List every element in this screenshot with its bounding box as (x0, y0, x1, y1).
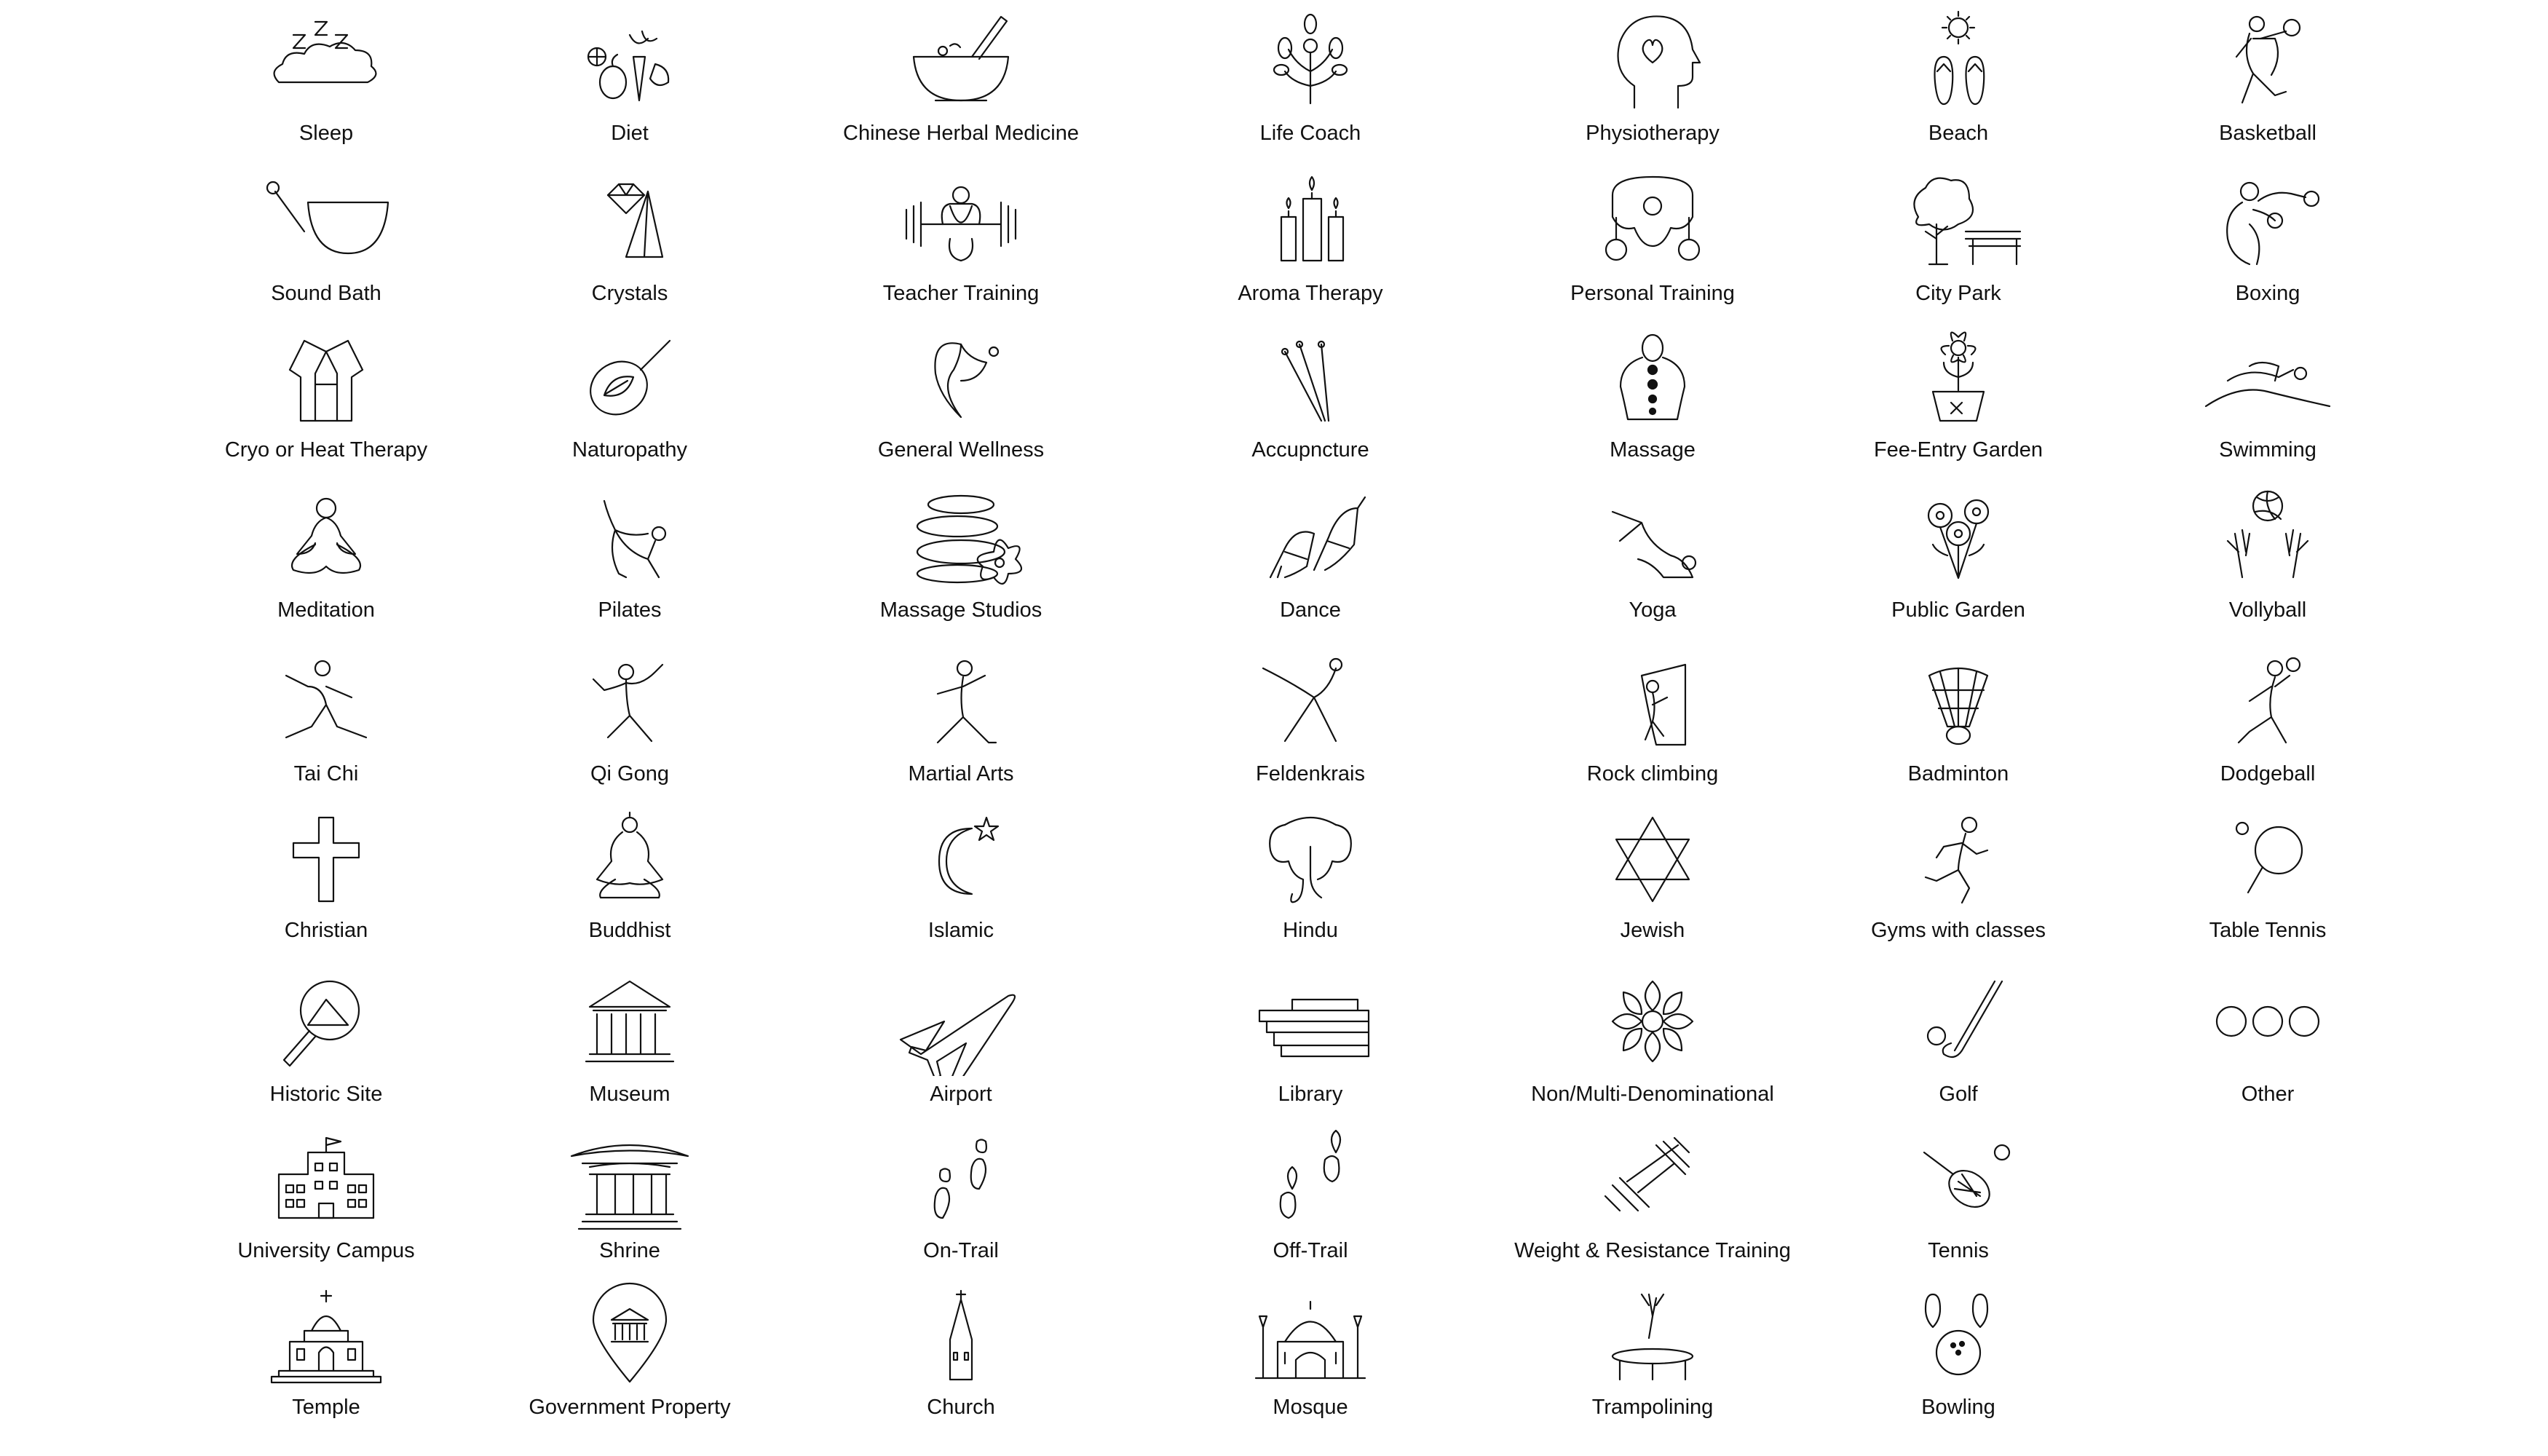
category-item[interactable] (181, 1110, 472, 1263)
category-label: Other (2241, 1083, 2295, 1106)
category-item[interactable] (484, 470, 775, 622)
category-label: Trampolining (1591, 1396, 1714, 1419)
category-label: Pilates (598, 598, 662, 622)
tennis-racket-icon (1889, 1123, 2027, 1233)
category-item[interactable] (815, 1267, 1107, 1420)
crystals-icon (561, 166, 699, 275)
category-label: Church (927, 1396, 995, 1419)
category-label: Badminton (1907, 762, 2009, 786)
category-label: Aroma Therapy (1238, 282, 1383, 305)
category-label: Off-Trail (1273, 1239, 1348, 1262)
category-label: On-Trail (923, 1239, 999, 1262)
dodgeball-player-icon (2199, 646, 2337, 756)
category-label: University Campus (237, 1239, 415, 1262)
climber-icon (1583, 646, 1722, 756)
category-label: Dodgeball (2220, 762, 2316, 786)
tai-chi-icon (257, 646, 395, 756)
category-item[interactable] (1507, 954, 1798, 1107)
candles-icon (1241, 166, 1380, 275)
category-label: Diet (611, 122, 649, 145)
category-item[interactable] (2122, 470, 2413, 622)
category-label: Boxing (2235, 282, 2300, 305)
category-label: Christian (284, 919, 368, 942)
category-item[interactable] (484, 309, 775, 462)
category-label: Museum (589, 1083, 670, 1106)
category-label: Government Property (529, 1396, 731, 1419)
ganesha-icon (1241, 803, 1380, 912)
category-item[interactable] (1507, 1110, 1798, 1263)
books-icon (1241, 967, 1380, 1076)
category-item[interactable] (1165, 954, 1456, 1107)
basketball-player-icon (2199, 6, 2337, 115)
category-label: Physiotherapy (1586, 122, 1720, 145)
category-item[interactable] (181, 954, 472, 1107)
category-label: City Park (1915, 282, 2001, 305)
category-label: Teacher Training (882, 282, 1040, 305)
category-item[interactable] (1165, 470, 1456, 622)
category-item[interactable] (1813, 470, 2104, 622)
category-label: Islamic (927, 919, 994, 942)
category-label: Bowling (1921, 1396, 1995, 1419)
category-item[interactable] (815, 153, 1107, 306)
yoga-pose-icon (1583, 483, 1722, 592)
category-label: Tai Chi (293, 762, 359, 786)
category-item[interactable] (1507, 309, 1798, 462)
tree-person-icon (1241, 6, 1380, 115)
category-item[interactable] (181, 309, 472, 462)
category-item[interactable] (181, 1267, 472, 1420)
category-label: Jewish (1620, 919, 1685, 942)
bowling-icon (1889, 1280, 2027, 1389)
category-item[interactable] (181, 633, 472, 786)
star-of-david-icon (1583, 803, 1722, 912)
back-stones-icon (1583, 323, 1722, 432)
category-item[interactable] (1813, 153, 2104, 306)
category-item[interactable] (2122, 633, 2413, 786)
category-item[interactable] (181, 470, 472, 622)
category-item[interactable] (2122, 954, 2413, 1107)
category-label: Airport (930, 1083, 992, 1106)
category-label: Tennis (1928, 1239, 1989, 1262)
category-label: Library (1278, 1083, 1343, 1106)
category-item[interactable] (2122, 0, 2413, 146)
category-label: Personal Training (1570, 282, 1735, 305)
category-item[interactable] (484, 954, 775, 1107)
feldenkrais-icon (1241, 646, 1380, 756)
meditation-icon (257, 483, 395, 592)
category-label: Martial Arts (908, 762, 1014, 786)
category-label: Golf (1939, 1083, 1978, 1106)
category-label: Basketball (2219, 122, 2316, 145)
mandala-icon (1583, 967, 1722, 1076)
volleyball-hands-icon (2199, 483, 2337, 592)
flowers-icon (1889, 483, 2027, 592)
category-item[interactable] (1165, 633, 1456, 786)
shoe-prints-icon (892, 1123, 1030, 1233)
category-item[interactable] (1813, 1267, 2104, 1420)
shrine-icon (561, 1123, 699, 1233)
temple-icon (257, 1280, 395, 1389)
category-label: Hindu (1283, 919, 1338, 942)
category-label: Massage (1610, 438, 1696, 462)
three-circles-icon (2199, 967, 2337, 1076)
airplane-icon (892, 967, 1030, 1076)
runner-icon (1889, 803, 2027, 912)
tree-bench-icon (1889, 166, 2027, 275)
crescent-star-icon (892, 803, 1030, 912)
category-item[interactable] (1507, 790, 1798, 943)
category-item[interactable] (2122, 153, 2413, 306)
martial-arts-icon (892, 646, 1030, 756)
category-label: Gyms with classes (1870, 919, 2046, 942)
pilates-icon (561, 483, 699, 592)
category-item[interactable] (484, 790, 775, 943)
category-label: Temple (292, 1396, 360, 1419)
category-label: Mosque (1273, 1396, 1348, 1419)
category-label: Qi Gong (590, 762, 669, 786)
robe-icon (257, 323, 395, 432)
leaf-spoon-icon (561, 323, 699, 432)
category-item[interactable] (1165, 1267, 1456, 1420)
category-item[interactable] (1165, 1110, 1456, 1263)
category-item[interactable] (815, 309, 1107, 462)
category-label: Rock climbing (1586, 762, 1719, 786)
sun-flipflops-icon (1889, 6, 2027, 115)
shuttlecock-icon (1889, 646, 2027, 756)
mortar-pestle-icon (892, 6, 1030, 115)
category-label: Weight & Resistance Training (1514, 1239, 1791, 1262)
category-label: Feldenkrais (1256, 762, 1365, 786)
category-label: General Wellness (877, 438, 1045, 462)
category-item[interactable] (1813, 0, 2104, 146)
category-label: Buddhist (588, 919, 671, 942)
category-item[interactable] (1165, 309, 1456, 462)
golf-club-icon (1889, 967, 2027, 1076)
category-item[interactable] (484, 1110, 775, 1263)
head-heart-icon (1583, 6, 1722, 115)
category-item[interactable] (484, 1267, 775, 1420)
church-icon (892, 1280, 1030, 1389)
ping-pong-icon (2199, 803, 2337, 912)
category-label: Vollyball (2228, 598, 2307, 622)
diet-icon (561, 6, 699, 115)
weightlifter-icon (892, 166, 1030, 275)
map-pin-building-icon (561, 1280, 699, 1389)
category-item[interactable] (181, 790, 472, 943)
category-label: Cryo or Heat Therapy (224, 438, 428, 462)
category-item[interactable] (815, 954, 1107, 1107)
category-item[interactable] (1165, 0, 1456, 146)
category-item[interactable] (1813, 1110, 2104, 1263)
category-label: Sound Bath (271, 282, 381, 305)
category-item[interactable] (2122, 790, 2413, 943)
category-label: Accupncture (1251, 438, 1369, 462)
category-item[interactable] (1165, 153, 1456, 306)
campus-building-icon (257, 1123, 395, 1233)
stones-flower-icon (892, 483, 1030, 592)
category-item[interactable] (1507, 153, 1798, 306)
category-item[interactable] (815, 0, 1107, 146)
category-item[interactable] (1813, 633, 2104, 786)
category-label: Meditation (277, 598, 375, 622)
category-label: Non/Multi-Denominational (1531, 1083, 1774, 1106)
category-label: Historic Site (269, 1083, 383, 1106)
category-item[interactable] (1507, 470, 1798, 622)
category-label: Life Coach (1259, 122, 1361, 145)
flower-pot-icon (1889, 323, 2027, 432)
dumbbell-icon (1583, 1123, 1722, 1233)
category-item[interactable] (815, 470, 1107, 622)
category-item[interactable] (1507, 0, 1798, 146)
category-label: Shrine (599, 1239, 660, 1262)
category-label: Yoga (1629, 598, 1677, 622)
category-label: Crystals (591, 282, 668, 305)
buddha-icon (561, 803, 699, 912)
category-label: Naturopathy (572, 438, 687, 462)
swimmer-icon (2199, 323, 2337, 432)
category-item[interactable] (1165, 790, 1456, 943)
category-item[interactable] (181, 153, 472, 306)
dance-shoes-icon (1241, 483, 1380, 592)
magnifier-pyramid-icon (257, 967, 395, 1076)
boxer-icon (2199, 166, 2337, 275)
category-item[interactable] (484, 633, 775, 786)
butterfly-icon (892, 323, 1030, 432)
category-item[interactable] (815, 633, 1107, 786)
category-label: Public Garden (1891, 598, 2025, 622)
category-item[interactable] (1507, 633, 1798, 786)
category-item[interactable] (1813, 954, 2104, 1107)
singing-bowl-icon (257, 166, 395, 275)
kettlebell-icon (1583, 166, 1722, 275)
needles-icon (1241, 323, 1380, 432)
trampoline-icon (1583, 1280, 1722, 1389)
category-item[interactable] (815, 790, 1107, 943)
category-item[interactable] (815, 1110, 1107, 1263)
category-label: Fee-Entry Garden (1873, 438, 2043, 462)
category-label: Sleep (298, 122, 354, 145)
category-label: Beach (1928, 122, 1989, 145)
category-item[interactable] (1813, 790, 2104, 943)
category-item[interactable] (484, 153, 775, 306)
category-label: Dance (1280, 598, 1341, 622)
category-item[interactable] (1813, 309, 2104, 462)
category-label: Massage Studios (879, 598, 1042, 622)
category-item[interactable] (2122, 309, 2413, 462)
sleep-icon (257, 6, 395, 115)
category-label: Chinese Herbal Medicine (843, 122, 1079, 145)
category-item[interactable] (181, 0, 472, 146)
boot-prints-icon (1241, 1123, 1380, 1233)
museum-icon (561, 967, 699, 1076)
category-item[interactable] (1507, 1267, 1798, 1420)
mosque-icon (1241, 1280, 1380, 1389)
category-label: Table Tennis (2209, 919, 2327, 942)
category-label: Swimming (2219, 438, 2316, 462)
qi-gong-icon (561, 646, 699, 756)
cross-icon (257, 803, 395, 912)
category-item[interactable] (484, 0, 775, 146)
